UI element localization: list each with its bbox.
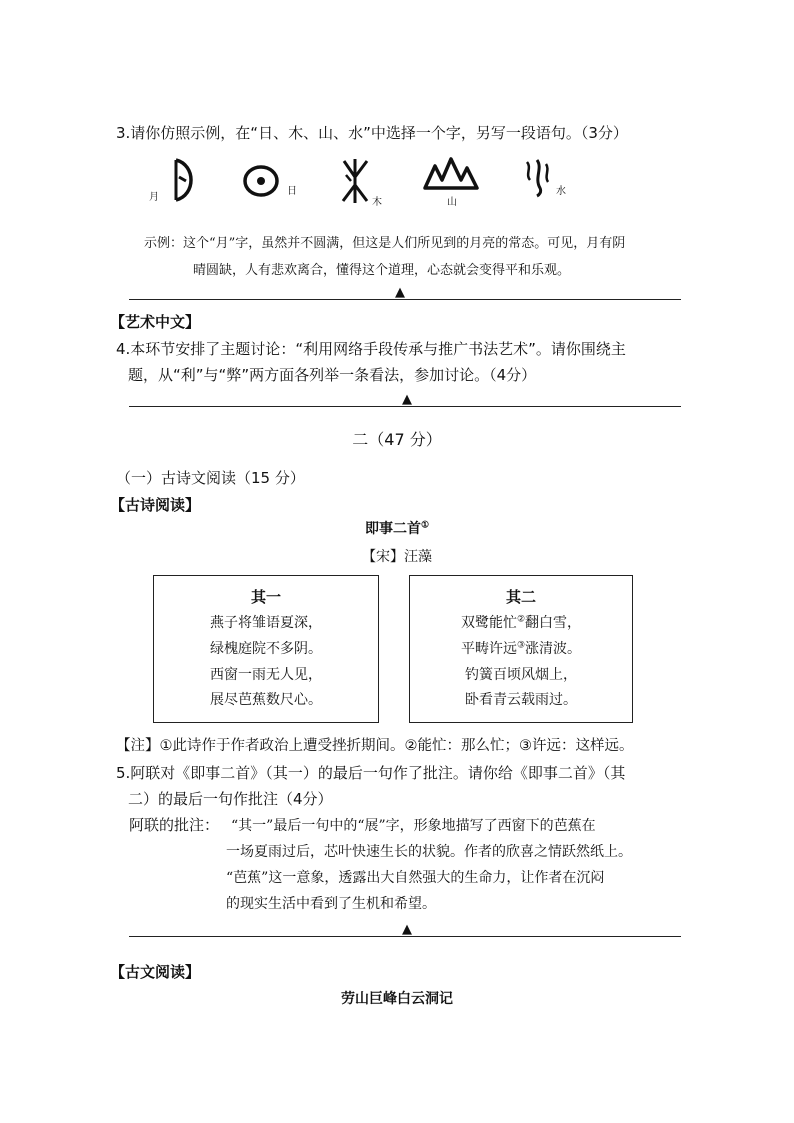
q5-line2: 二）的最后一句作批注（4分） — [128, 790, 333, 808]
glyph-label-water: 水 — [556, 186, 566, 197]
q5-annotation-line2: 一场夏雨过后，芯叶快速生长的状貌。作者的欣喜之情跃然纸上。 — [226, 844, 632, 860]
poem-first-line: 展尽芭蕉数尺心。 — [210, 692, 322, 708]
poem-second-line2-a: 平畴许远 — [460, 641, 517, 657]
answer-line[interactable] — [129, 936, 681, 937]
poem-first-title: 其一 — [250, 588, 281, 606]
q5-annotation-line4: 的现实生活中看到了生机和希望。 — [226, 896, 436, 912]
sub1-title: （一）古诗文阅读（15 分） — [116, 469, 305, 487]
prose-title: 劳山巨峰白云洞记 — [341, 991, 453, 1007]
poem-first-line: 绿槐庭院不多阴。 — [210, 641, 322, 657]
q3-example-line1: 示例：这个“月”字，虽然并不圆满，但这是人们所见到的月亮的常态。可见，月有阴 — [144, 236, 626, 251]
answer-line[interactable] — [129, 299, 681, 300]
q4-line2: 题，从“利”与“弊”两方面各列举一条看法，参加讨论。（4分） — [128, 366, 537, 384]
sun-glyph-icon — [241, 163, 281, 199]
q5-annotation-lead: 阿联的批注： — [129, 816, 220, 834]
answer-marker: ▲ — [402, 922, 412, 937]
poem-second-line: 钓簧百顷风烟上， — [465, 667, 577, 683]
poem-first-line: 西窗一雨无人见， — [210, 667, 322, 683]
glyph-label-tree: 木 — [372, 197, 382, 208]
q5-line1: 5.阿联对《即事二首》（其一）的最后一句作了批注。请你给《即事二首》（其 — [116, 764, 626, 782]
moon-glyph-icon — [170, 157, 200, 203]
poem-second-line2-b: 涨清波。 — [525, 641, 582, 657]
poem-first-box — [153, 575, 379, 723]
tree-glyph-icon — [340, 155, 370, 207]
poem-second-box — [409, 575, 633, 723]
poem-notes: 【注】①此诗作于作者政治上遭受挫折期间。②能忙：那么忙；③许远：这样远。 — [116, 738, 634, 754]
mountain-glyph-icon — [422, 156, 480, 192]
poem-section-heading: 【古诗阅读】 — [110, 496, 201, 514]
poem-first-line: 燕子将雏语夏深， — [210, 615, 322, 631]
poem-note-marker: ③ — [516, 640, 526, 651]
poem-second-line1-b: 翻白雪， — [525, 615, 582, 631]
poem-author: 【宋】汪藻 — [362, 549, 432, 565]
q4-line1: 4.本环节安排了主题讨论：“利用网络手段传承与推广书法艺术”。请你围绕主 — [116, 340, 626, 358]
prose-section-heading: 【古文阅读】 — [110, 963, 201, 981]
poem-title-text: 即事二首 — [364, 521, 421, 537]
poem-second-line — [410, 638, 632, 658]
poem-second-line: 卧看青云载雨过。 — [465, 692, 577, 708]
art-section-heading: 【艺术中文】 — [110, 313, 201, 331]
glyph-label-moon: 月 — [149, 192, 159, 203]
poem-title-note: ① — [420, 520, 430, 531]
answer-marker: ▲ — [395, 285, 405, 300]
answer-marker: ▲ — [402, 392, 412, 407]
water-glyph-icon — [522, 158, 552, 198]
poem-title — [0, 518, 794, 538]
q5-annotation-line3: “芭蕉”这一意象，透露出大自然强大的生命力，让作者在沉闷 — [226, 870, 605, 886]
glyph-label-sun: 日 — [287, 186, 297, 197]
answer-line[interactable] — [129, 406, 681, 407]
q5-annotation-line1: “其一”最后一句中的“展”字，形象地描写了西窗下的芭蕉在 — [231, 818, 596, 834]
poem-second-line1-a: 双鹭能忙 — [460, 615, 517, 631]
poem-note-marker: ② — [516, 614, 526, 625]
q3-example-line2: 晴圆缺，人有悲欢离合，懂得这个道理，心态就会变得平和乐观。 — [193, 263, 571, 278]
glyph-label-mountain: 山 — [447, 197, 457, 208]
part2-title: 二（47 分） — [352, 430, 442, 449]
poem-second-line — [410, 612, 632, 632]
poem-second-title: 其二 — [505, 588, 536, 606]
q3-question: 3.请你仿照示例，在“日、木、山、水”中选择一个字，另写一段语句。（3分） — [116, 124, 628, 142]
